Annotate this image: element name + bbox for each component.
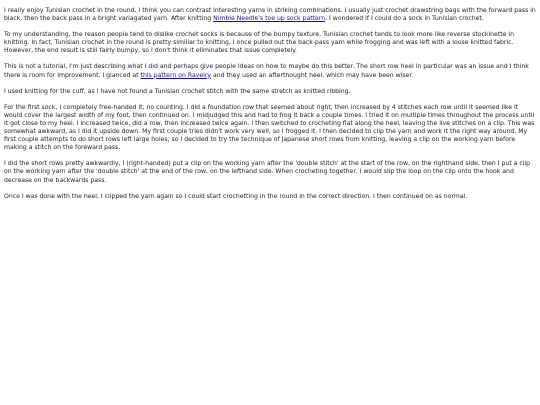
paragraph-cuff: I used knitting for the cuff, as I have not found a Tunisian crochet stitch with the same stretch as knitted ribbing.: [4, 87, 351, 95]
paragraph-intro-text-2: , I wondered if I could do a sock in Tunisian crochet.: [325, 15, 484, 23]
paragraph-short-rows: I did the short rows pretty awkwardly, I (right-handed) put a clip on the working yarn after the 'double stitch' at the start of the row, on the righthand side, then I put a clip on the working yarn after the 'double stitch' at the end of the row, on the lefthand side. When crocheting together, I would slip the loop on the clip onto the hook and decrease on the backwards pass.: [4, 160, 531, 184]
paragraph-texture: To my understanding, the reason people tend to dislike crochet socks is because of the bumpy texture, Tunisian crochet tends to look more like reverse stockinette in knitting. In fact, Tunisian crochet in the round is pretty similiar to knitting, I once pulled out the back-pass yarn while frogging and was left with a loose knitted fabric. However, the end result is still fairly bumpy, so I don't think it eliminates that issue completely.: [4, 31, 514, 55]
paragraph-disclaimer-text-1: This is not a tutorial, I'm just describing what I did and perhaps give people ideas on how to maybe do this better. The short row heel in particular was an issue and I think there is room for improvement. I glanced at: [4, 63, 529, 79]
article-body: [4, 7, 537, 209]
ravelry-pattern-link[interactable]: this pattern on Ravelry: [140, 71, 211, 79]
paragraph-first-sock: For the first sock, I completely free-handed it, no counting. I did a foundation row that seemed about right, then increased by 4 stitches each row until it seemed like it would cover the largest width of my foot, then continued on. I midjudged this and had to frog it back a couple times. I tried it on multiple times throughout the process until it got close to my heel. I increased twice, did a row, then increased twice again. I then switched to crocheting flat along the heel, leaving the live stitches on a clip. This was somewhat awkward, as I did it upside down. My first couple tries didn't work very well, so I frogged it. I then decided to clip the yarn and work it the right way around. My first couple attempts to do short rows left large holes, so I decided to try the technique of Japanese short rows from knitting, leaving a clip on the working yarn before making a stitch on the foreward pass.: [4, 103, 535, 152]
paragraph-disclaimer: [4, 63, 537, 79]
nimble-needle-pattern-link[interactable]: Nimble Needle's toe up sock pattern: [213, 15, 326, 23]
paragraph-finish: Once I was done with the heel, I clipped the yarn again so I could start crochetting in the round in the correct direction. I then continued on as normal.: [4, 192, 468, 200]
paragraph-disclaimer-text-2: and they used an afterthought heel, which may have been wiser.: [211, 71, 414, 79]
paragraph-intro-text-1: I really enjoy Tunisian crochet in the round, I think you can contrast interesting yarns in striking combinations. I usually just crochet drawstring bags with the forward pass in black, then the back pass in a bright variagated yarn. After knitting: [4, 7, 536, 23]
paragraph-intro: [4, 7, 537, 23]
